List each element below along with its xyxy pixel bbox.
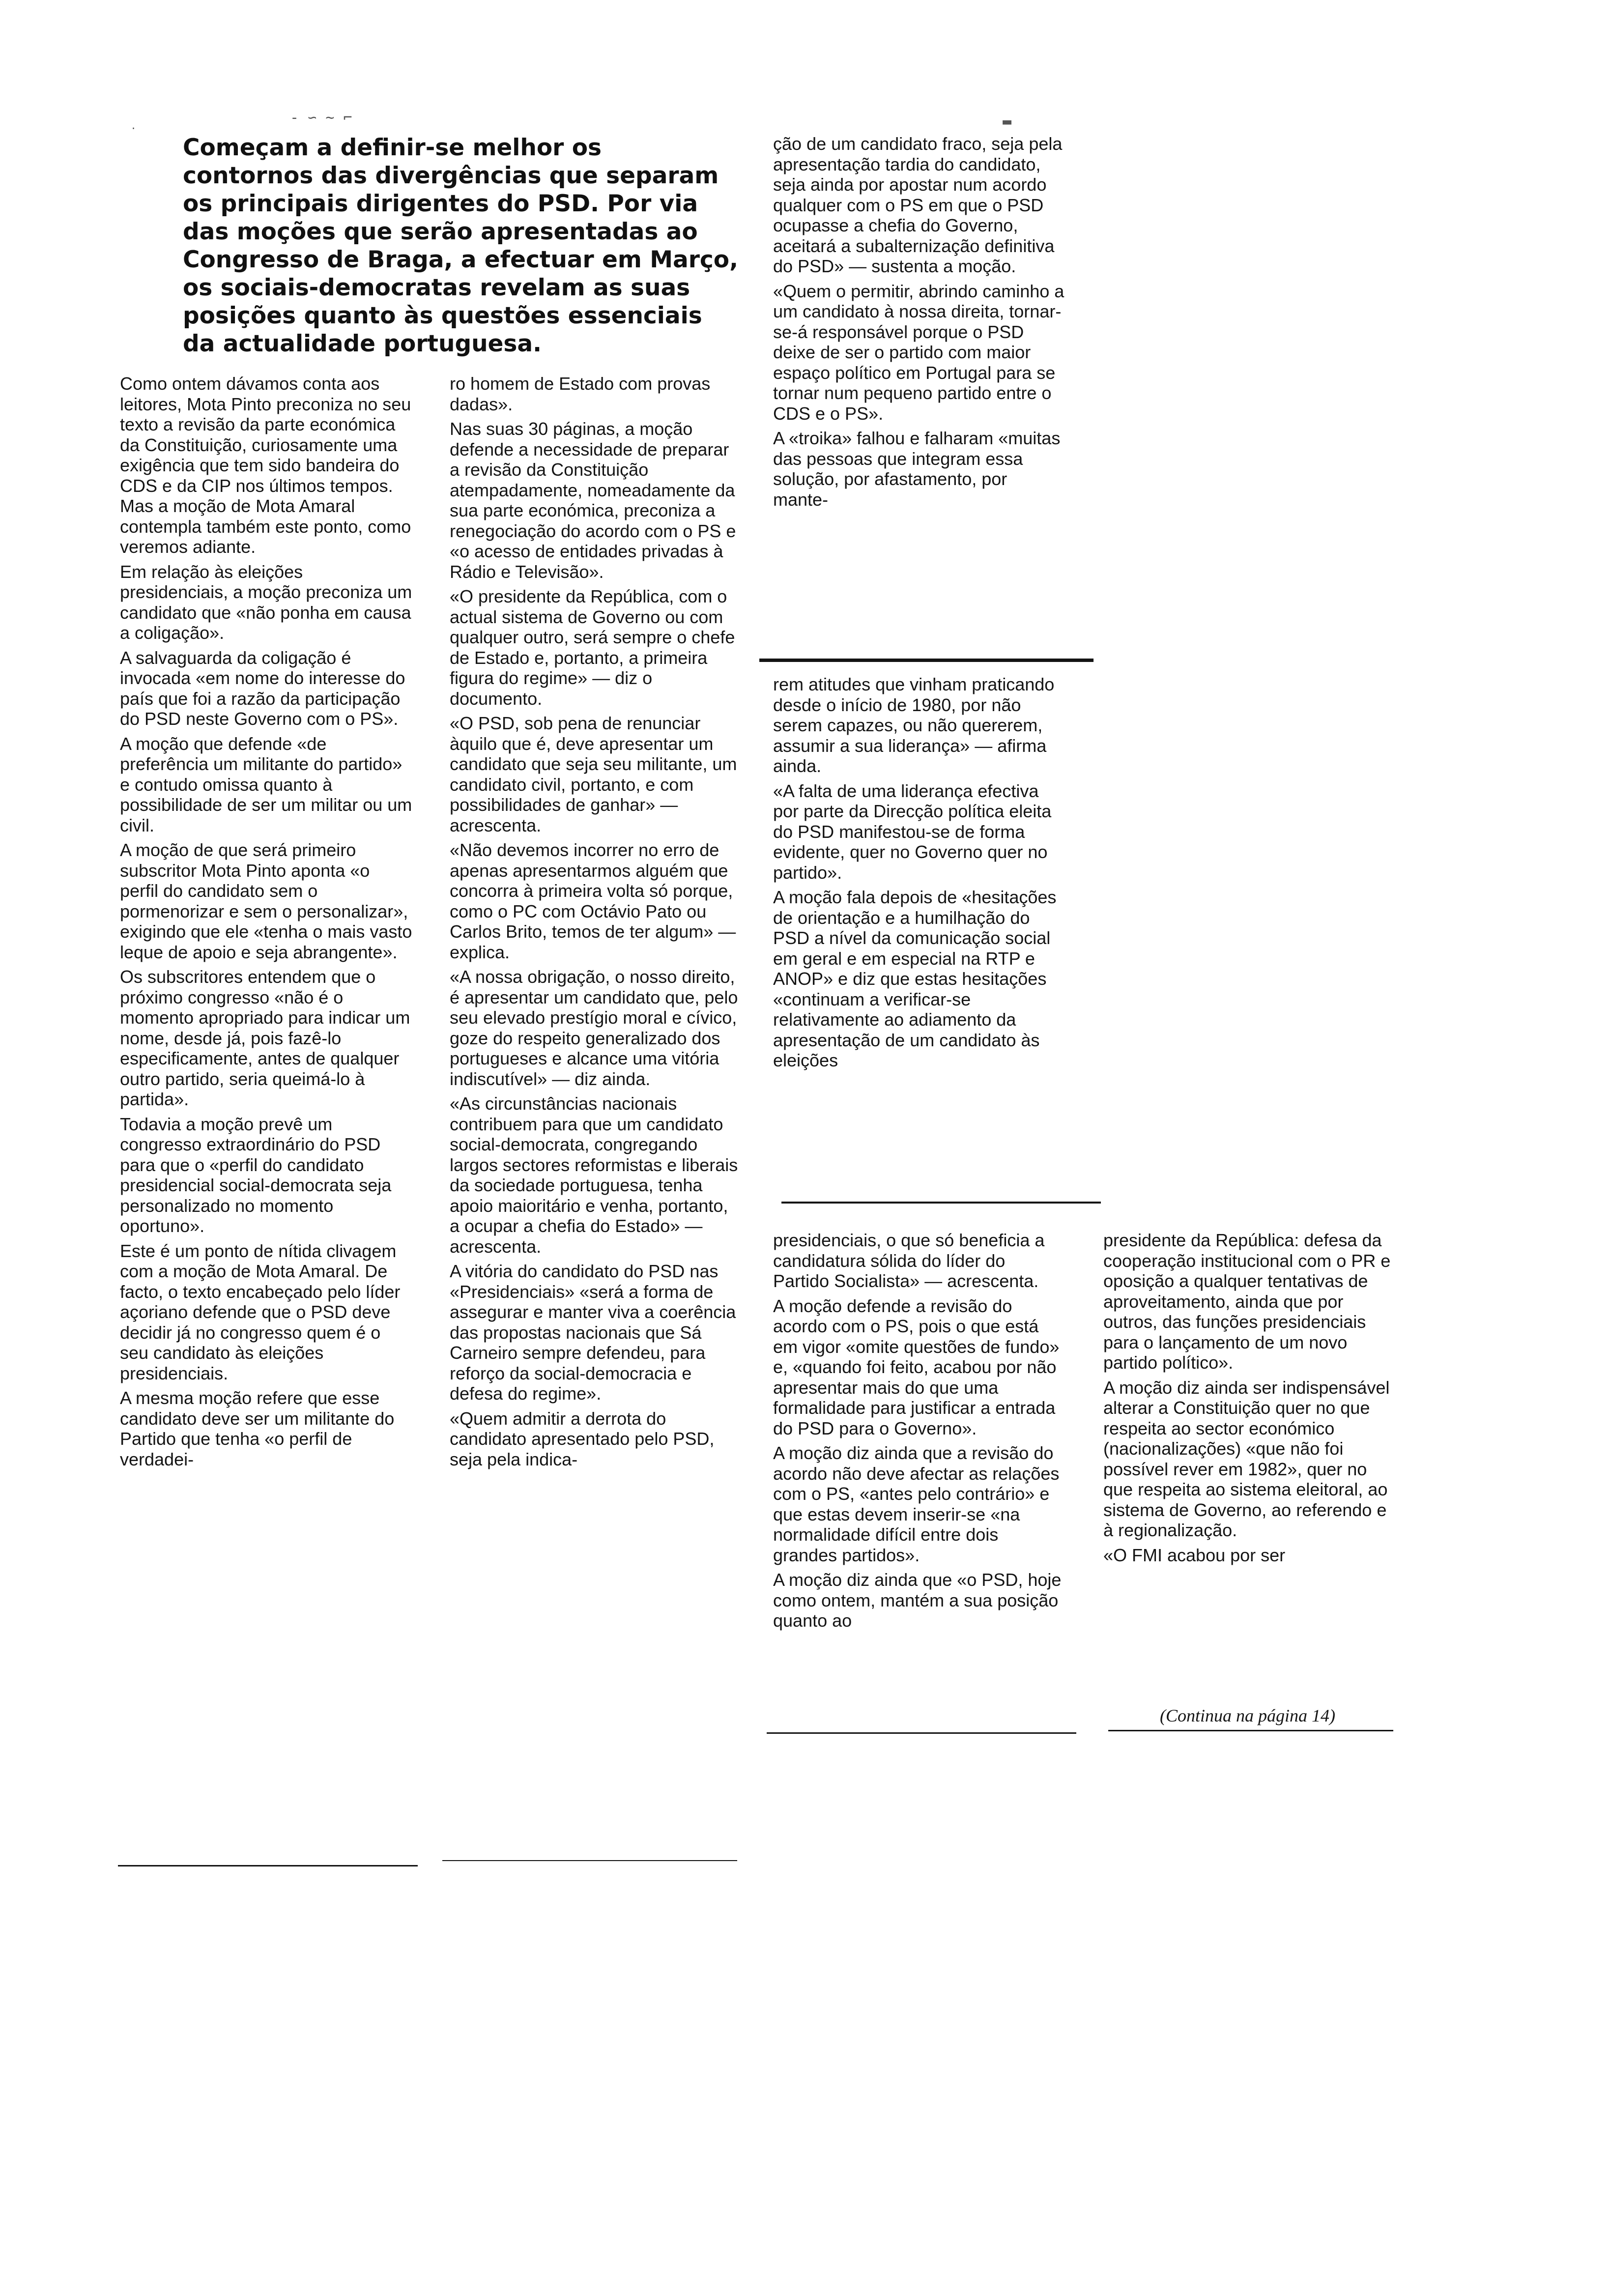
paragraph: A moção diz ainda ser indispensável alterar a Constituição quer no que respeita ao sector económico (nacionalizações) «que não foi possível rever em 1982», quer no que respeita ao sistema eleitoral, ao sistema de Governo, ao referendo e à regionalização. [1103,1377,1390,1540]
paragraph: A vitória do candidato do PSD nas «Presidenciais» «será a forma de assegurar e manter viva a coerência das propostas nacionais que Sá Carneiro sempre defendeu, para reforço da social-democracia e defesa do regime». [450,1261,736,1404]
paragraph: «A nossa obrigação, o nosso direito, é apresentar um candidato que, pelo seu elevado prestígio moral e cívico, goze do respeito generalizado dos portugueses e alcance uma vitória indiscutível» — diz ainda. [450,967,738,1089]
paragraph: Como ontem dávamos conta aos leitores, Mota Pinto preconiza no seu texto a revisão da parte económica da Constituição, curiosamente uma exigência que tem sido bandeira do CDS e da CIP nos últimos tempos. Mas a moção de Mota Amaral contempla também este ponto, como veremos adiante. [120,373,411,557]
column-c-bottom [773,1230,1065,1636]
column-d [1103,1230,1396,1570]
paragraph: «Quem admitir a derrota do candidato apresentado pelo PSD, seja pela indica- [450,1408,715,1469]
paragraph: ção de um candidato fraco, seja pela apresentação tardia do candidato, seja ainda por apostar num acordo qualquer com o PS em que o PSD ocupasse a chefia do Governo, aceitará a subalternização definitiva do PSD» — sustenta a moção. [773,134,1063,276]
paragraph: Nas suas 30 páginas, a moção defende a necessidade de preparar a revisão da Constituição atempadamente, nomeadamente da sua parte económica, preconiza a renegociação do acordo com o PS e «o acesso de entidades privadas à Rádio e Televisão». [450,419,736,582]
paragraph: «Não devemos incorrer no erro de apenas apresentarmos alguém que concorra à primeira volta só porque, como o PC com Octávio Pato ou Carlos Brito, temos de ter algum» — explica. [450,840,736,962]
column-c-top [773,134,1065,514]
column-divider-rule [781,1202,1101,1204]
paragraph: rem atitudes que vinham praticando desde o início de 1980, por não serem capazes, ou não quererem, assumir a sua liderança» — afirma ainda. [773,674,1055,776]
column-end-rule [767,1732,1076,1734]
paragraph: Os subscritores entendem que o próximo congresso «não é o momento apropriado para indicar um nome, desde já, pois fazê-lo especificamente, antes de qualquer outro partido, seria queimá-lo à partida». [120,967,410,1109]
paragraph: «O PSD, sob pena de renunciar àquilo que é, deve apresentar um candidato que seja seu militante, um candidato civil, portanto, e com possibilidades de ganhar» — acrescenta. [450,713,737,835]
column-end-rule [442,1860,737,1861]
column-c-middle [773,674,1065,1075]
paragraph: «O presidente da República, com o actual sistema de Governo ou com qualquer outro, será sempre o chefe de Estado e, portanto, a primeira figura do regime» — diz o documento. [450,586,735,709]
paragraph: ro homem de Estado com provas dadas». [450,373,711,414]
paragraph: A salvaguarda da coligação é invocada «em nome do interesse do país que foi a razão da participação do PSD neste Governo com o PS». [120,647,405,729]
paragraph: A moção fala depois de «hesitações de orientação e a humilhação do PSD a nível da comunicação social em geral e em especial na RTP e ANOP» e diz que estas hesitações «continuam a verificar-se relativamente ao adiamento da apresentação de um candidato às eleições [773,887,1057,1070]
column-a [120,373,413,1474]
paragraph: «Quem o permitir, abrindo caminho a um candidato à nossa direita, tornar-se-á responsável porque o PSD deixe de ser o partido com maior espaço político em Portugal para se tornar num pequeno partido entre o CDS e o PS». [773,281,1065,424]
paragraph: A moção que defende «de preferência um militante do partido» e contudo omissa quanto à possibilidade de ser um militar ou um civil. [120,733,412,835]
column-end-rule [1108,1730,1393,1731]
column-divider-rule [759,659,1094,662]
paragraph: A moção defende a revisão do acordo com o PS, pois o que está em vigor «omite questões de fundo» e, «quando foi feito, acabou por não apresentar mais do que uma formalidade para justificar a entrada do PSD para o Governo». [773,1295,1060,1438]
lead-paragraph: Começam a definir-se melhor os contornos das divergências que separam os principais dirigentes do PSD. Por via das moções que serão apresentadas ao Congresso de Braga, a efectuar em Março, os sociais-democratas revelam as suas posições quanto às questões essenciais da actualidade portuguesa. [183,134,738,357]
paragraph: presidente da República: defesa da cooperação institucional com o PR e oposição a qualquer tentativas de aproveitamento, ainda que por outros, das funções presidenciais para o lançamento de um novo partido político». [1103,1230,1391,1373]
article-lead [183,134,738,358]
paragraph: A moção de que será primeiro subscritor Mota Pinto aponta «o perfil do candidato sem o pormenorizar e sem o personalizar», exigindo que ele «tenha o mais vasto leque de apoio e seja abrangente». [120,840,412,962]
continuation-note: (Continua na página 14) [1160,1706,1335,1725]
paragraph: Todavia a moção prevê um congresso extraordinário do PSD para que o «perfil do candidato presidencial social-democrata seja personalizado no momento oportuno». [120,1114,392,1236]
paragraph: A moção diz ainda que a revisão do acordo não deve afectar as relações com o PS, «antes pelo contrário» e que estas devem inserir-se «na normalidade difícil entre dois grandes partidos». [773,1443,1060,1565]
paragraph: A «troika» falhou e falharam «muitas das pessoas que integram essa solução, por afastamento, por mante- [773,428,1061,510]
column-b [450,373,742,1474]
print-mark: · [132,123,135,135]
paragraph: presidenciais, o que só beneficia a candidatura sólida do líder do Partido Socialista» — acrescenta. [773,1230,1045,1291]
paragraph: «A falta de uma liderança efectiva por parte da Direcção política eleita do PSD manifestou-se de forma evidente, quer no Governo quer no partido». [773,780,1052,883]
paragraph: «As circunstâncias nacionais contribuem para que um candidato social-democrata, congregando largos sectores reformistas e liberais da sociedade portuguesa, tenha apoio maioritário e venha, portanto, a ocupar a chefia do Estado» — acrescenta. [450,1093,738,1257]
paragraph: «O FMI acabou por ser [1103,1545,1286,1565]
paragraph: A mesma moção refere que esse candidato deve ser um militante do Partido que tenha «o perfil de verdadei- [120,1388,395,1469]
paragraph: Em relação às eleições presidenciais, a moção preconiza um candidato que «não ponha em causa a coligação». [120,561,412,643]
paragraph: A moção diz ainda que «o PSD, hoje como ontem, mantém a sua posição quanto ao [773,1570,1062,1631]
paragraph: Este é um ponto de nítida clivagem com a moção de Mota Amaral. De facto, o texto encabeçado pelo líder açoriano defende que o PSD deve decidir já no congresso quem é o seu candidato às eleições presidenciais. [120,1240,401,1383]
column-end-rule [118,1865,418,1866]
print-mark: ▬ [1003,113,1012,130]
print-mark: - ∽ ∼ ⌐ [290,109,352,126]
